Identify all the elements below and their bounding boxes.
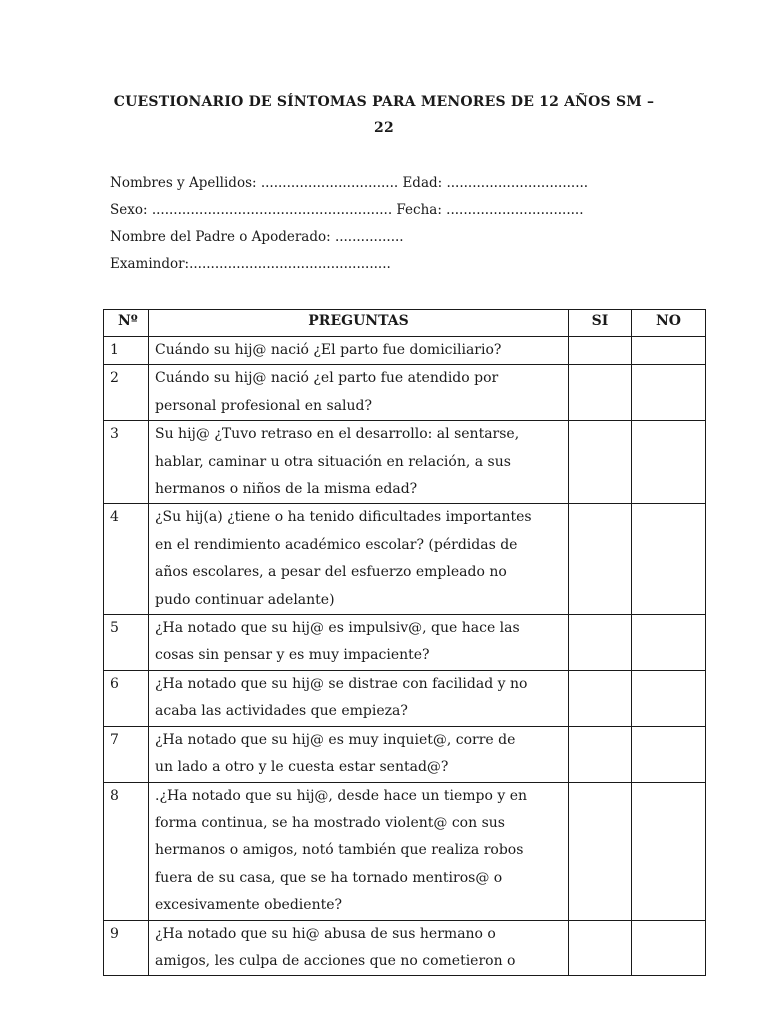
question-text-line: en el rendimiento académico escolar? (pérdidas de <box>155 536 518 553</box>
question-cell <box>149 365 569 421</box>
question-text-line: ¿Su hij(a) ¿tiene o ha tenido dificultades importantes <box>155 509 532 526</box>
question-text-line: hablar, caminar u otra situación en relación, a sus <box>155 453 511 470</box>
answer-no-cell[interactable] <box>632 670 706 726</box>
row-number: 4 <box>104 504 149 615</box>
question-text-line: Cuándo su hij@ nació ¿El parto fue domiciliario? <box>155 342 502 358</box>
question-text-line: personal profesional en salud? <box>155 397 373 414</box>
answer-si-cell[interactable] <box>569 421 632 504</box>
answer-si-cell[interactable] <box>569 365 632 421</box>
question-text-line: pudo continuar adelante) <box>155 591 335 608</box>
question-text-line: excesivamente obediente? <box>155 897 342 914</box>
table-row <box>104 726 706 782</box>
question-text-line: forma continua, se ha mostrado violent@ con sus <box>155 814 505 831</box>
table-row <box>104 615 706 671</box>
question-text-line: .¿Ha notado que su hij@, desde hace un tiempo y en <box>155 787 528 804</box>
table-row <box>104 504 706 615</box>
question-cell <box>149 337 569 365</box>
row-number: 7 <box>104 726 149 782</box>
question-text-line: fuera de su casa, que se ha tornado mentiros@ o <box>155 869 503 886</box>
question-text-line: hermanos o amigos, notó también que realiza robos <box>155 842 524 859</box>
answer-no-cell[interactable] <box>632 337 706 365</box>
questionnaire-table <box>103 309 706 976</box>
question-text-line: ¿Ha notado que su hij@ se distrae con facilidad y no <box>155 675 528 692</box>
table-row <box>104 421 706 504</box>
header-si: SI <box>569 310 632 337</box>
answer-no-cell[interactable] <box>632 365 706 421</box>
title-line-1: CUESTIONARIO DE SÍNTOMAS PARA MENORES DE 12 AÑOS SM – <box>113 94 655 110</box>
question-cell <box>149 615 569 671</box>
title-line-2: 22 <box>374 120 394 136</box>
row-number: 5 <box>104 615 149 671</box>
header-no: NO <box>632 310 706 337</box>
table-row <box>104 337 706 365</box>
table-row <box>104 670 706 726</box>
field-examiner: Examindor:............................................... <box>110 256 391 272</box>
question-text-line: acaba las actividades que empieza? <box>155 703 408 720</box>
question-cell <box>149 504 569 615</box>
question-text-line: ¿Ha notado que su hi@ abusa de sus hermano o <box>155 925 496 942</box>
table-header-row <box>104 310 706 337</box>
question-text-line: Su hij@ ¿Tuvo retraso en el desarrollo: al sentarse, <box>155 426 520 443</box>
field-names-age: Nombres y Apellidos: ................................ Edad: ................................. <box>110 175 589 191</box>
answer-no-cell[interactable] <box>632 504 706 615</box>
answer-si-cell[interactable] <box>569 670 632 726</box>
question-cell <box>149 670 569 726</box>
answer-no-cell[interactable] <box>632 782 706 920</box>
row-number: 8 <box>104 782 149 920</box>
question-text-line: Cuándo su hij@ nació ¿el parto fue atendido por <box>155 370 499 387</box>
answer-no-cell[interactable] <box>632 421 706 504</box>
row-number: 6 <box>104 670 149 726</box>
question-text-line: ¿Ha notado que su hij@ es impulsiv@, que hace las <box>155 620 520 637</box>
answer-no-cell[interactable] <box>632 726 706 782</box>
answer-no-cell[interactable] <box>632 920 706 976</box>
question-text-line: ¿Ha notado que su hij@ es muy inquiet@, corre de <box>155 731 516 748</box>
question-text-line: hermanos o niños de la misma edad? <box>155 481 418 498</box>
field-parent-name: Nombre del Padre o Apoderado: ................ <box>110 229 404 245</box>
row-number: 9 <box>104 920 149 976</box>
answer-no-cell[interactable] <box>632 615 706 671</box>
document-title <box>100 90 668 140</box>
answer-si-cell[interactable] <box>569 782 632 920</box>
question-cell <box>149 726 569 782</box>
question-cell <box>149 920 569 976</box>
answer-si-cell[interactable] <box>569 615 632 671</box>
table-row <box>104 920 706 976</box>
answer-si-cell[interactable] <box>569 920 632 976</box>
header-questions: PREGUNTAS <box>149 310 569 337</box>
question-cell <box>149 421 569 504</box>
row-number: 1 <box>104 337 149 365</box>
question-text-line: amigos, les culpa de acciones que no cometieron o <box>155 952 516 969</box>
question-text-line: cosas sin pensar y es muy impaciente? <box>155 647 430 664</box>
question-text-line: años escolares, a pesar del esfuerzo empleado no <box>155 564 507 581</box>
field-sex-date: Sexo: ........................................................ Fecha: ................................ <box>110 202 584 218</box>
answer-si-cell[interactable] <box>569 504 632 615</box>
row-number: 3 <box>104 421 149 504</box>
row-number: 2 <box>104 365 149 421</box>
table-row <box>104 782 706 920</box>
answer-si-cell[interactable] <box>569 726 632 782</box>
question-cell <box>149 782 569 920</box>
question-text-line: un lado a otro y le cuesta estar sentad@? <box>155 759 449 776</box>
header-number: Nº <box>104 310 149 337</box>
table-row <box>104 365 706 421</box>
answer-si-cell[interactable] <box>569 337 632 365</box>
